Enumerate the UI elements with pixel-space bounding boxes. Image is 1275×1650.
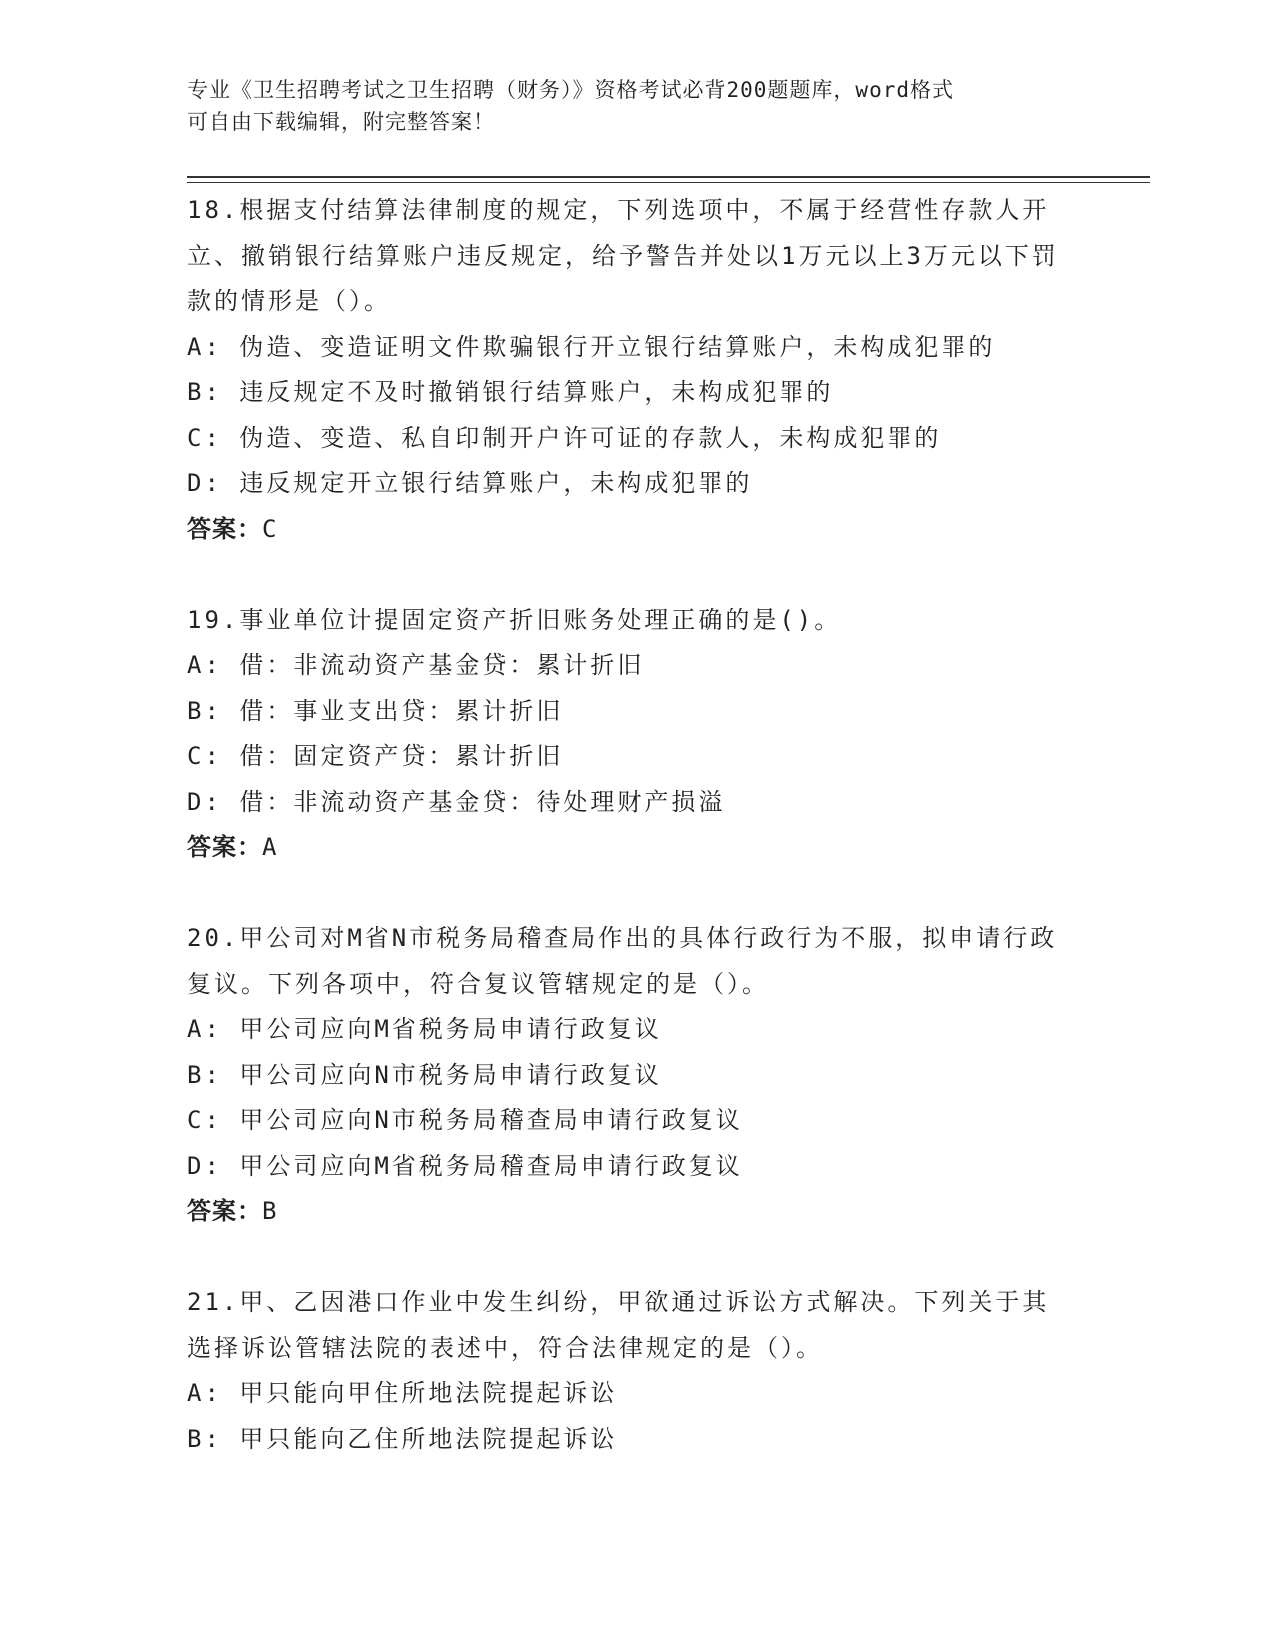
question-stem: 20.甲公司对M省N市税务局稽查局作出的具体行政行为不服，拟申请行政复议。下列各项中，符合复议管辖规定的是（）。 (187, 924, 1058, 998)
answer-label: 答案： (187, 1197, 262, 1225)
answer-line (187, 507, 1067, 553)
header-title-line-1: 专业《卫生招聘考试之卫生招聘（财务）》资格考试必背200题题库，word格式 (187, 78, 954, 102)
question-19 (187, 598, 1067, 871)
option-b: B: 借：事业支出贷：累计折旧 (187, 696, 564, 725)
option-b: B: 甲只能向乙住所地法院提起诉讼 (187, 1424, 618, 1453)
option-b: B: 违反规定不及时撤销银行结算账户，未构成犯罪的 (187, 378, 834, 406)
question-20 (187, 916, 1067, 1235)
option-b: B: 甲公司应向N市税务局申请行政复议 (187, 1060, 662, 1089)
option-c: C: 借：固定资产贷：累计折旧 (187, 742, 564, 770)
question-18 (187, 188, 1067, 552)
option-d: D: 甲公司应向M省税务局稽查局申请行政复议 (187, 1151, 743, 1180)
answer-line (187, 1189, 1067, 1235)
header-divider-thin (187, 182, 1150, 183)
question-stem: 19.事业单位计提固定资产折旧账务处理正确的是()。 (187, 605, 842, 634)
option-a: A: 伪造、变造证明文件欺骗银行开立银行结算账户，未构成犯罪的 (187, 332, 996, 361)
answer-line (187, 825, 1067, 871)
header-divider-thick (187, 176, 1150, 178)
option-c: C: 甲公司应向N市税务局稽查局申请行政复议 (187, 1106, 743, 1134)
answer-value: B (262, 1197, 278, 1225)
answer-label: 答案： (187, 833, 262, 861)
option-a: A: 甲只能向甲住所地法院提起诉讼 (187, 1379, 618, 1407)
document-header (187, 74, 1087, 138)
question-21 (187, 1280, 1067, 1462)
question-list (187, 188, 1067, 1462)
answer-value: C (262, 514, 278, 543)
option-a: A: 借：非流动资产基金贷：累计折旧 (187, 651, 645, 679)
answer-label: 答案： (187, 514, 262, 543)
question-stem: 21.甲、乙因港口作业中发生纠纷，甲欲通过诉讼方式解决。下列关于其选择诉讼管辖法院的表述中，符合法律规定的是（）。 (187, 1288, 1050, 1362)
option-d: D: 违反规定开立银行结算账户，未构成犯罪的 (187, 469, 753, 497)
header-title-line-2: 可自由下载编辑，附完整答案！ (187, 110, 495, 134)
question-stem: 18.根据支付结算法律制度的规定，下列选项中，不属于经营性存款人开立、撤销银行结算账户违反规定，给予警告并处以1万元以上3万元以下罚款的情形是（）。 (187, 196, 1059, 315)
option-a: A: 甲公司应向M省税务局申请行政复议 (187, 1015, 662, 1043)
option-d: D: 借：非流动资产基金贷：待处理财产损溢 (187, 787, 726, 816)
option-c: C: 伪造、变造、私自印制开户许可证的存款人，未构成犯罪的 (187, 423, 942, 452)
answer-value: A (262, 833, 278, 861)
